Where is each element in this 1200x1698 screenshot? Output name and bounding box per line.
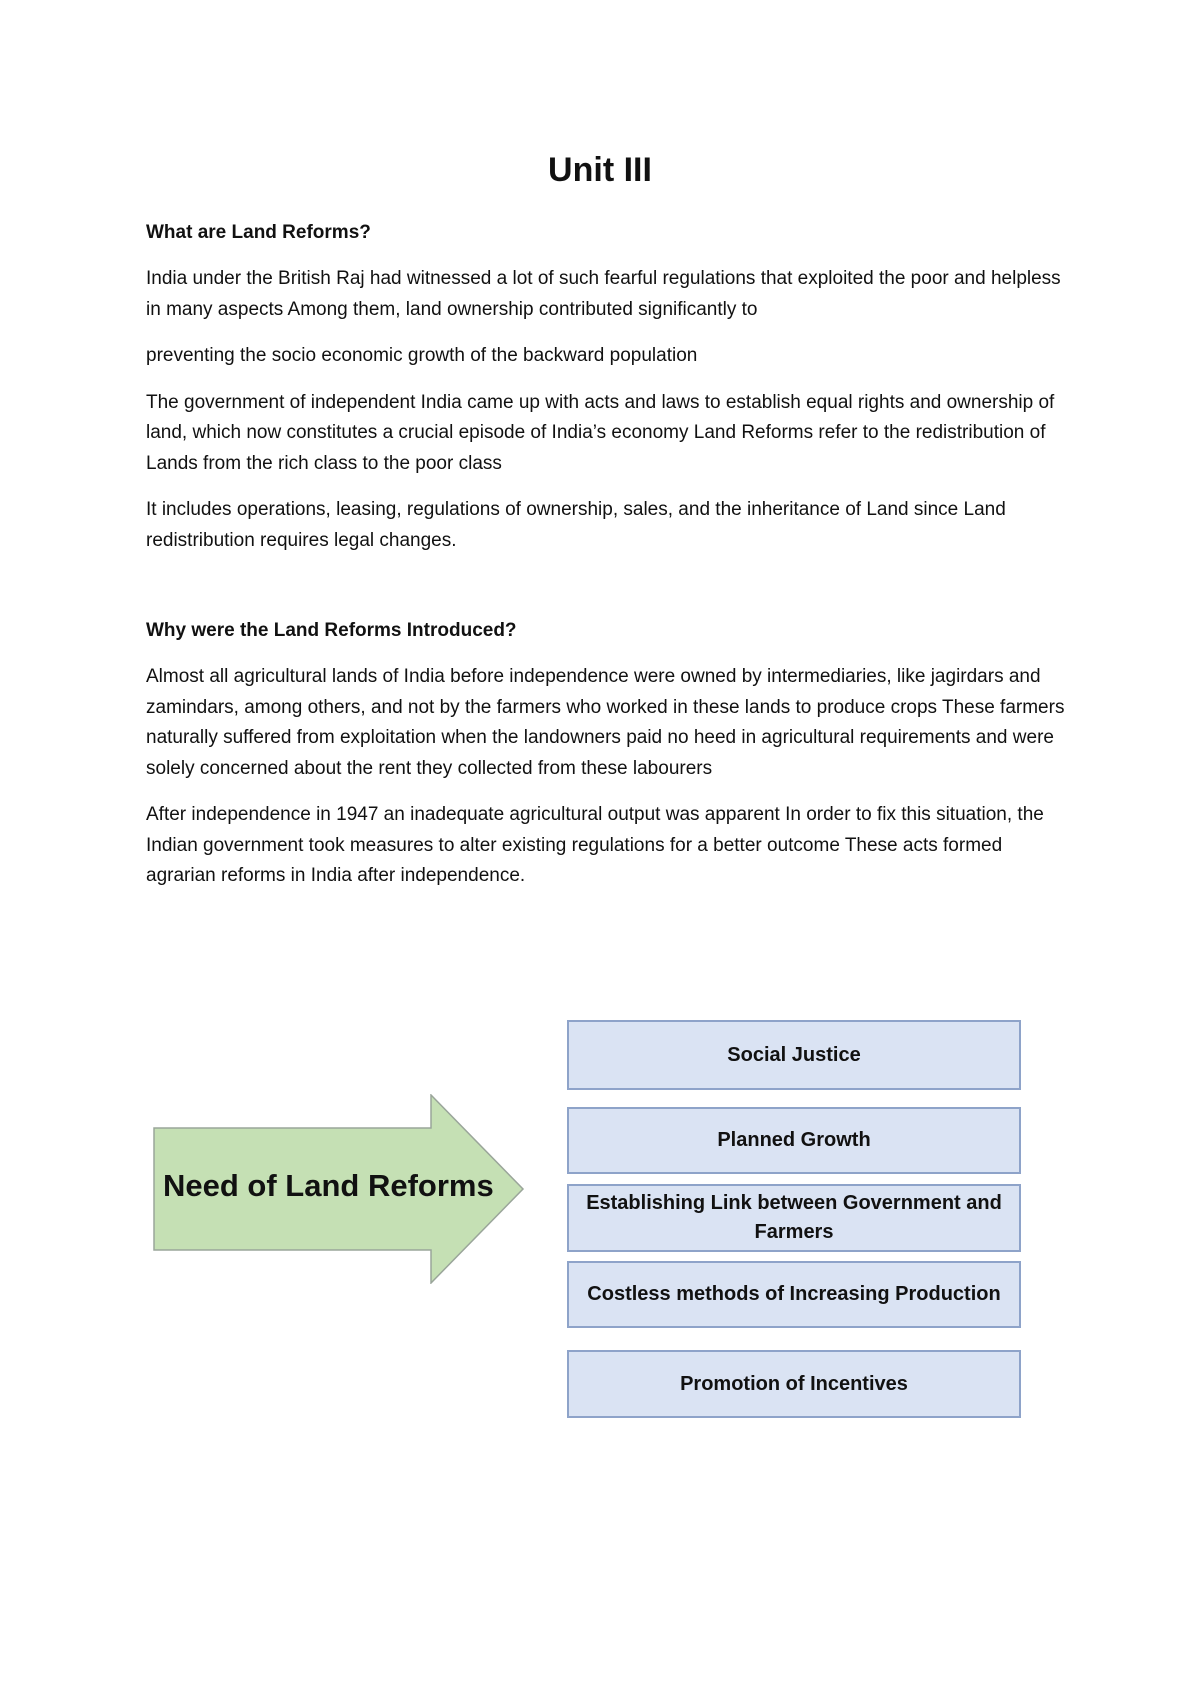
box-social-justice: Social Justice — [567, 1020, 1021, 1090]
paragraph: It includes operations, leasing, regulations of ownership, sales, and the inheritance of Land since Land redistribution requires legal changes. — [146, 499, 1006, 551]
box-costless-methods: Costless methods of Increasing Production — [567, 1261, 1021, 1328]
need-arrow — [153, 1094, 525, 1284]
box-promotion-incentives: Promotion of Incentives — [567, 1350, 1021, 1418]
paragraph: The government of independent India came up with acts and laws to establish equal rights and ownership of land, which now constitutes a crucial episode of India’s economy Land Reforms refer to the redistribution of Lands from the rich class to the poor class — [146, 391, 1055, 474]
section-heading-why-introduced: Why were the Land Reforms Introduced? — [146, 620, 517, 641]
paragraph: India under the British Raj had witnessed a lot of such fearful regulations that exploited the poor and helpless in many aspects Among them, land ownership contributed significantly to — [146, 268, 1061, 320]
box-establishing-link: Establishing Link between Government and Farmers — [567, 1184, 1021, 1252]
arrow-label: Need of Land Reforms — [163, 1168, 494, 1203]
page-title: Unit III — [548, 151, 652, 189]
section-heading-what-are-land-reforms: What are Land Reforms? — [146, 222, 371, 243]
box-planned-growth: Planned Growth — [567, 1107, 1021, 1174]
paragraph: After independence in 1947 an inadequate agricultural output was apparent In order to fix this situation, the Indian government took measures to alter existing regulations for a better outcome These acts formed agrarian reforms in India after independence. — [146, 804, 1044, 886]
paragraph: preventing the socio economic growth of the backward population — [146, 345, 698, 366]
paragraph: Almost all agricultural lands of India before independence were owned by intermediaries, like jagirdars and zamindars, among others, and not by the farmers who worked in these lands to produce crops These farmers naturally suffered from exploitation when the landowners paid no heed in agricultural requirements and were solely concerned about the rent they collected from these labourers — [146, 666, 1065, 779]
